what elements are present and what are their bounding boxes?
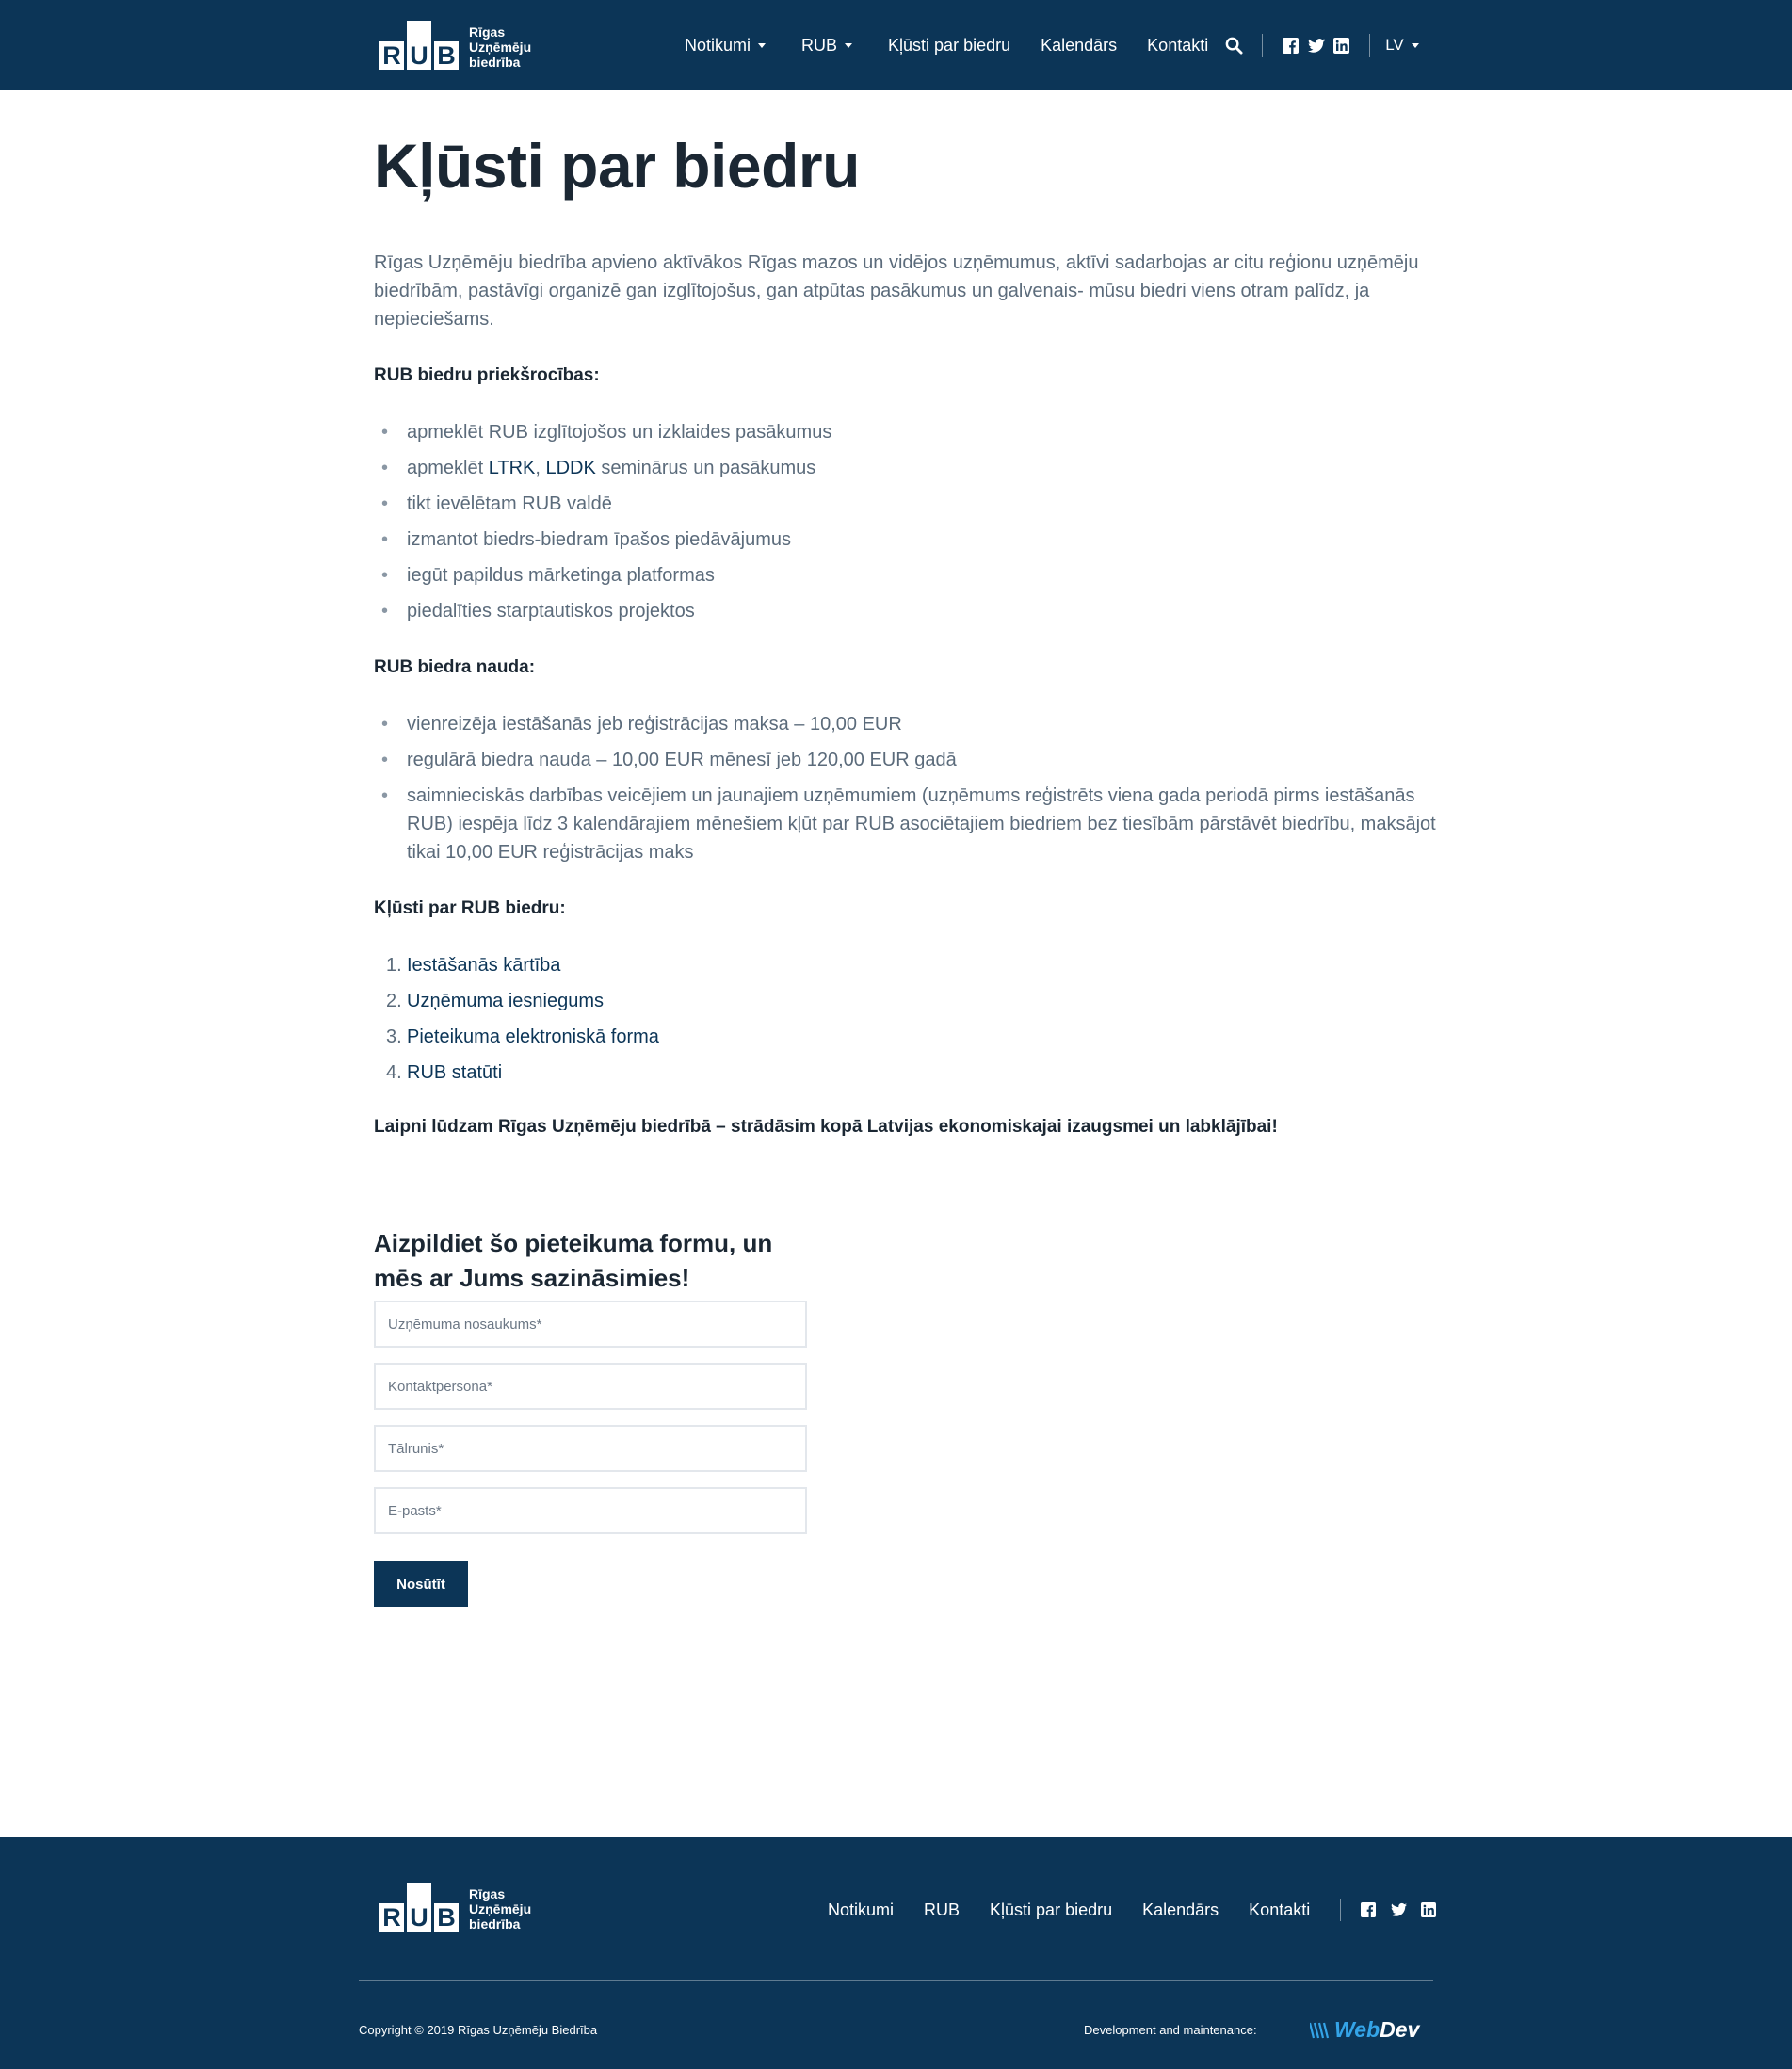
nav-notikumi[interactable]: [685, 36, 766, 56]
list-item: [374, 1059, 939, 1087]
step-number: 3.: [386, 1026, 402, 1047]
page-title: Kļūsti par biedru: [374, 131, 860, 201]
caret-down-icon: [758, 43, 766, 48]
logo-letter-b: B: [434, 41, 459, 70]
logo-line-2: Uzņēmēju: [469, 1901, 532, 1916]
nav-notikumi-label: Notikumi: [685, 35, 751, 55]
webdev-logo[interactable]: [1310, 2017, 1419, 2043]
welcome-text: Laipni lūdzam Rīgas Uzņēmēju biedrībā – strādāsim kopā Latvijas ekonomiskajai izaugsmei un labklājībai!: [374, 1117, 1278, 1137]
intro-paragraph: Rīgas Uzņēmēju biedrība apvieno aktīvākos Rīgas mazos un vidējos uzņēmumus, aktīvi sadarbojas ar citu reģionu uzņēmēju biedrībām, pastāvīgi organizē gan izglītojošus, gan atpūtas pasākumus un galvenais- mūsu biedri viens otram palīdz, ja nepieciešams.: [374, 252, 1419, 330]
caret-down-icon: [1412, 43, 1419, 48]
step-link-elektroniska-forma[interactable]: Pieteikuma elektroniskā forma: [407, 1026, 659, 1047]
footer-nav: [828, 1882, 1442, 1938]
site-header: [0, 0, 1792, 90]
step-link-iestasanas-kartiba[interactable]: Iestāšanās kārtība: [407, 955, 561, 976]
search-icon[interactable]: [1225, 37, 1243, 55]
benefits-heading: RUB biedru priekšrocības:: [374, 365, 600, 385]
dev-label: Development and maintenance:: [1084, 2023, 1257, 2037]
nav-kontakti[interactable]: Kontakti: [1147, 35, 1209, 55]
nav-kalendars[interactable]: Kalendārs: [1041, 35, 1118, 55]
join-steps-list: [374, 951, 939, 1094]
list-item: [374, 454, 1438, 482]
list-item: [374, 951, 939, 979]
step-number: 4.: [386, 1062, 402, 1083]
footer-logo[interactable]: [379, 1883, 531, 1932]
site-logo[interactable]: [379, 21, 531, 70]
nav-rub[interactable]: [801, 36, 852, 56]
list-item: [374, 1023, 939, 1051]
comma: ,: [535, 458, 541, 478]
step-number: 2.: [386, 991, 402, 1011]
form-title: Aizpildiet šo pieteikuma formu, un mēs ar Jums sazināsimies!: [374, 1229, 773, 1292]
list-item: • vienreizēja iestāšanās jeb reģistrācijas maksa – 10,00 EUR: [374, 710, 1438, 738]
twitter-icon[interactable]: [1308, 38, 1324, 54]
nav-klusti-par-biedru[interactable]: Kļūsti par biedru: [888, 35, 1011, 55]
logo-mark: [379, 1883, 461, 1932]
list-item: • tikt ievēlētam RUB valdē: [374, 490, 1438, 518]
footer-nav-kontakti[interactable]: Kontakti: [1249, 1899, 1311, 1919]
logo-line-1: Rīgas: [469, 24, 506, 40]
fees-list: [374, 710, 1438, 874]
logo-line-3: biedrība: [469, 55, 521, 70]
list-item: [374, 987, 939, 1015]
footer-social: [1356, 1902, 1442, 1918]
step-link-rub-statuti[interactable]: RUB statūti: [407, 1062, 503, 1083]
footer-nav-kalendars[interactable]: Kalendārs: [1142, 1899, 1219, 1919]
list-item: • izmantot biedrs-biedram īpašos piedāvājumus: [374, 525, 1438, 554]
logo-line-3: biedrība: [469, 1916, 521, 1932]
footer-nav-rub[interactable]: RUB: [924, 1899, 961, 1919]
caret-down-icon: [845, 43, 852, 48]
step-number: 1.: [386, 955, 402, 976]
footer-nav-notikumi[interactable]: Notikumi: [828, 1899, 895, 1919]
company-name-input[interactable]: [374, 1301, 807, 1348]
step-link-uznemuma-iesniegums[interactable]: Uzņēmuma iesniegums: [407, 991, 604, 1011]
linkedin-icon[interactable]: [1421, 1902, 1437, 1918]
logo-letter-r: R: [379, 41, 404, 70]
linkedin-icon[interactable]: [1333, 38, 1349, 54]
logo-text: [469, 1886, 531, 1932]
language-label: LV: [1385, 36, 1404, 54]
join-heading: Kļūsti par RUB biedru:: [374, 898, 566, 918]
phone-input[interactable]: [374, 1425, 807, 1472]
webdev-stripes-icon: [1310, 2021, 1332, 2040]
nav-divider: [1262, 34, 1263, 57]
logo-mark: [379, 21, 461, 70]
facebook-icon[interactable]: [1361, 1902, 1377, 1918]
list-item: • piedalīties starptautiskos projektos: [374, 597, 1438, 625]
main-nav: [685, 0, 1419, 90]
nav-rub-label: RUB: [801, 35, 838, 55]
footer-divider: [1340, 1899, 1341, 1921]
copyright-text: Copyright © 2019 Rīgas Uzņēmēju Biedrība: [359, 2023, 598, 2037]
email-input[interactable]: [374, 1487, 807, 1534]
logo-letter-r: R: [379, 1903, 404, 1932]
logo-letter-u: U: [407, 1883, 431, 1932]
site-footer: [0, 1837, 1792, 2069]
logo-line-1: Rīgas: [469, 1886, 506, 1901]
logo-letter-u: U: [407, 21, 431, 70]
list-item: • iegūt papildus mārketinga platformas: [374, 561, 1438, 590]
list-item: • saimnieciskās darbības veicējiem un jaunajiem uzņēmumiem (uzņēmums reģistrēts viena gada periodā pirms iestāšanās RUB) iespēja līdz 3 kalendārajiem mēnešiem kļūt par RUB asociētajiem biedriem bez tiesībām pārstāvēt biedrību, maksājot tikai 10,00 EUR reģistrācijas maks: [374, 782, 1438, 866]
header-social: [1278, 38, 1354, 54]
benefit-text: apmeklēt: [407, 458, 484, 478]
language-switcher[interactable]: [1385, 36, 1419, 55]
benefit-text: seminārus un pasākumus: [601, 458, 816, 478]
fee-heading: RUB biedra nauda:: [374, 657, 536, 677]
footer-divider-line: [359, 1980, 1433, 1981]
list-item: • apmeklēt RUB izglītojošos un izklaides pasākumus: [374, 418, 1438, 446]
ltrk-link[interactable]: LTRK: [488, 458, 536, 478]
logo-letter-b: B: [434, 1903, 459, 1932]
nav-divider: [1369, 34, 1370, 57]
webdev-dev: Dev: [1380, 2017, 1420, 2042]
webdev-web: Web: [1334, 2017, 1380, 2042]
contact-person-input[interactable]: [374, 1363, 807, 1410]
benefits-list: [374, 418, 1438, 633]
list-item: • regulārā biedra nauda – 10,00 EUR mēnesī jeb 120,00 EUR gadā: [374, 746, 1438, 774]
twitter-icon[interactable]: [1391, 1902, 1407, 1918]
lddk-link[interactable]: LDDK: [545, 458, 596, 478]
submit-button[interactable]: Nosūtīt: [374, 1561, 468, 1607]
footer-nav-klusti-par-biedru[interactable]: Kļūsti par biedru: [990, 1899, 1113, 1919]
facebook-icon[interactable]: [1283, 38, 1299, 54]
logo-text: [469, 24, 531, 70]
logo-line-2: Uzņēmēju: [469, 40, 532, 55]
